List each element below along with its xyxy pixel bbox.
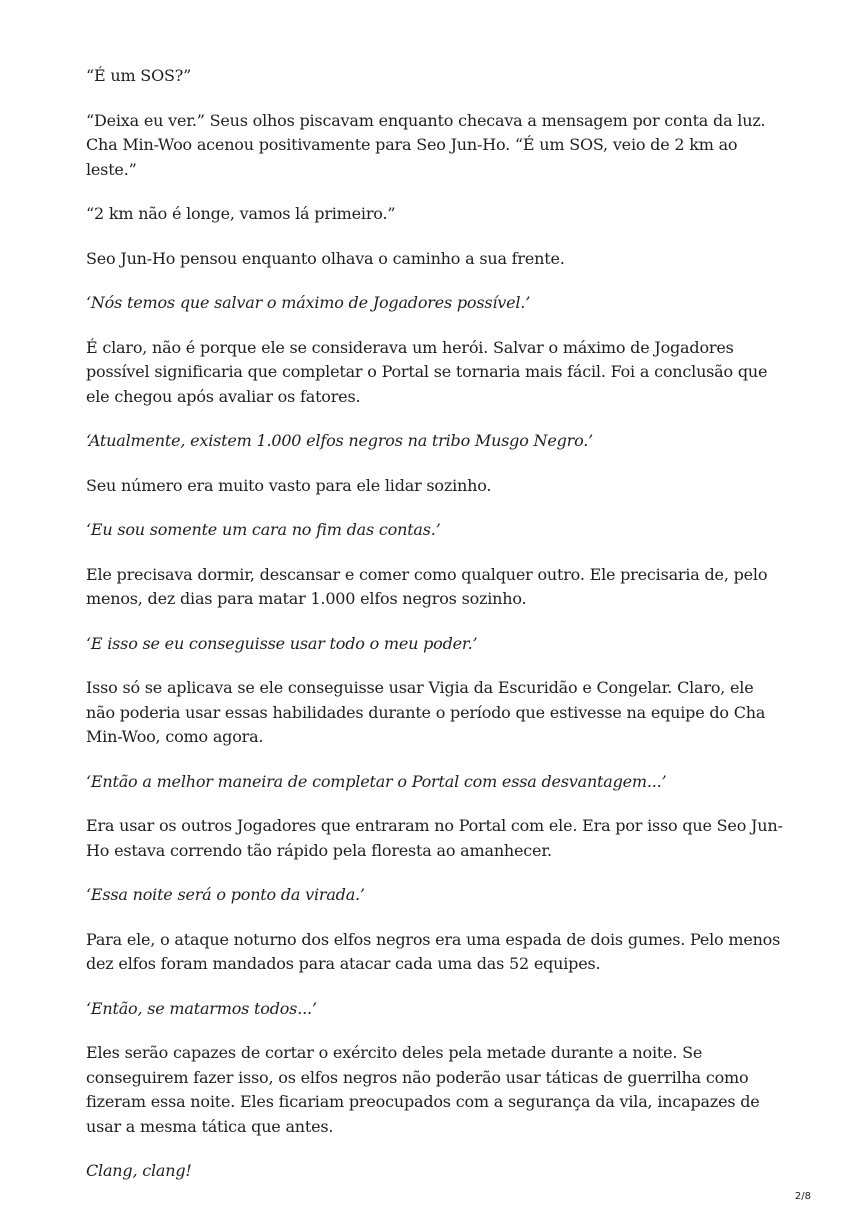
page-number: 2/8 (794, 1191, 811, 1202)
thought-paragraph: ‘Então, se matarmos todos...’ (86, 998, 317, 1018)
thought-paragraph: ‘Essa noite será o ponto da virada.’ (86, 885, 365, 904)
paragraph: Para ele, o ataque noturno dos elfos negros era uma espada de dois gumes. Pelo menos dez elfos foram mandados para atacar cada uma das 52 equipes. (86, 929, 781, 973)
paragraph: “Deixa eu ver.” Seus olhos piscavam enquanto checava a mensagem por conta da luz. Cha Min-Woo acenou positivamente para Seo Jun-Ho. “É um SOS, veio de 2 km ao leste.” (86, 110, 766, 179)
paragraph: Seu número era muito vasto para ele lidar sozinho. (86, 475, 492, 495)
paragraph: Eles serão capazes de cortar o exército deles pela metade durante a noite. Se conseguirem fazer isso, os elfos negros não poderão usar táticas de guerrilha como fizeram essa noite. Eles ficariam preocupados com a segurança da vila, incapazes de usar a mesma tática que antes. (86, 1043, 760, 1136)
thought-paragraph: ‘Então a melhor maneira de completar o Portal com essa desvantagem...’ (86, 771, 667, 791)
paragraph: Seo Jun-Ho pensou enquanto olhava o caminho a sua frente. (86, 248, 565, 268)
paragraph: “É um SOS?” (86, 66, 192, 85)
sound-effect-paragraph: Clang, clang! (86, 1161, 192, 1180)
paragraph: Isso só se aplicava se ele conseguisse usar Vigia da Escuridão e Congelar. Claro, ele não poderia usar essas habilidades durante o período que estivesse na equipe do Cha Min-Woo, como agora. (86, 678, 766, 746)
thought-paragraph: ‘Eu sou somente um cara no fim das contas.’ (86, 520, 441, 539)
paragraph: Era usar os outros Jogadores que entraram no Portal com ele. Era por isso que Seo Jun-Ho estava correndo tão rápido pela floresta ao amanhecer. (86, 816, 783, 860)
paragraph: Ele precisava dormir, descansar e comer como qualquer outro. Ele precisaria de, pelo menos, dez dias para matar 1.000 elfos negros sozinho. (86, 564, 768, 608)
paragraph: É claro, não é porque ele se considerava um herói. Salvar o máximo de Jogadores possível significaria que completar o Portal se tornaria mais fácil. Foi a conclusão que ele chegou após avaliar os fatores. (86, 337, 768, 406)
paragraph: “2 km não é longe, vamos lá primeiro.” (86, 204, 396, 223)
thought-paragraph: ‘E isso se eu conseguisse usar todo o meu poder.’ (86, 633, 478, 653)
thought-paragraph: ‘Atualmente, existem 1.000 elfos negros na tribo Musgo Negro.’ (86, 431, 594, 450)
thought-paragraph: ‘Nós temos que salvar o máximo de Jogadores possível.’ (86, 293, 531, 312)
document-body (86, 64, 786, 1204)
